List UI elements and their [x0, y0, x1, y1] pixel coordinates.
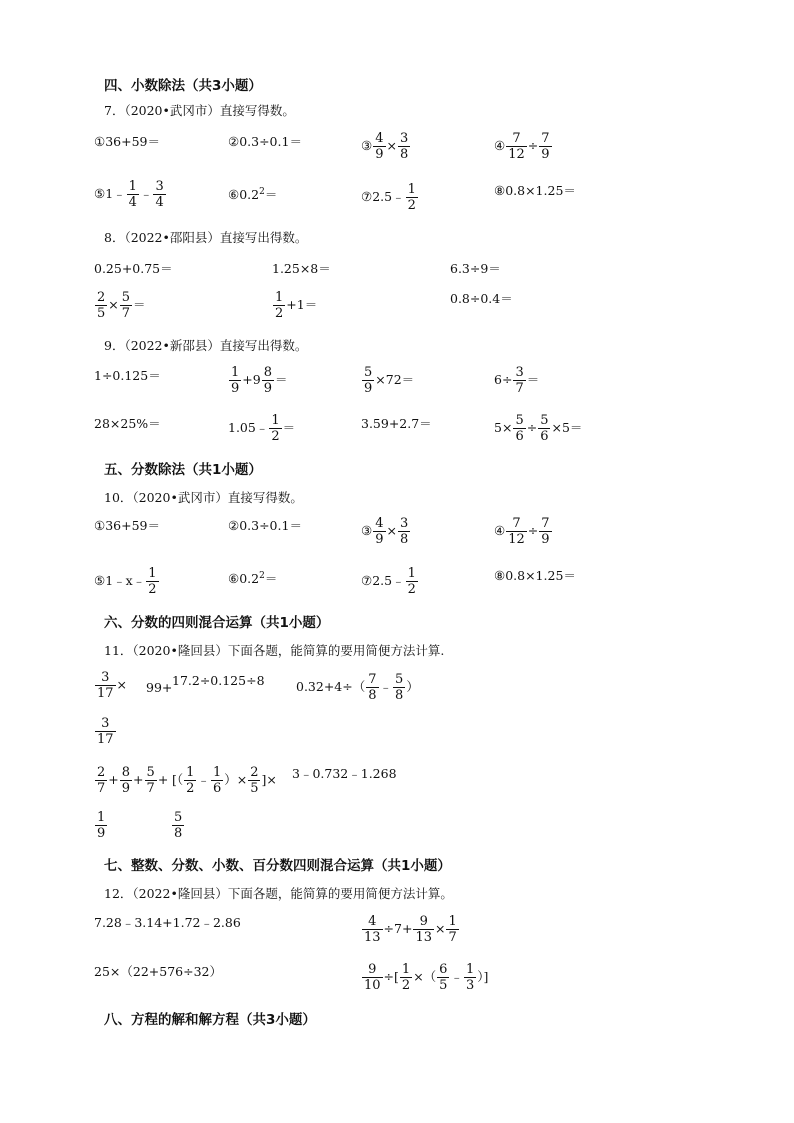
q8-item-6: 0.8÷0.4＝ — [450, 291, 513, 306]
q8-item-1: 0.25+0.75＝ — [94, 261, 173, 276]
q7-item-8: ⑧0.8×1.25＝ — [494, 183, 576, 198]
q9-item-4: 6÷ $\frac{3}{7}$ ＝ — [494, 365, 540, 396]
q9-item-5: 28×25%＝ — [94, 416, 161, 431]
q11-problem-6-continued: $\frac{5}{8}$ — [174, 810, 183, 841]
q9-item-6: 1.05﹣ $\frac{1}{2}$ ＝ — [228, 413, 296, 444]
question-12-header: 12．（2022•隆回县）下面各题，能简算的要用简便方法计算。 — [104, 886, 453, 901]
q10-item-5: ⑤1﹣x﹣ $\frac{1}{2}$ — [94, 566, 157, 597]
q10-item-8: ⑧0.8×1.25＝ — [494, 568, 576, 583]
section-5-heading: 五、分数除法（共1小题） — [104, 462, 262, 478]
q7-item-4: ④ $\frac{7}{12}$ ÷ $\frac{7}{9}$ — [494, 131, 550, 162]
q12-problem-2: $\frac{4}{13}$ ÷7+ $\frac{9}{13}$ × $\frac{1}{7}$ — [364, 914, 457, 945]
q10-item-6: $⑥0.2^2=$ — [228, 571, 278, 587]
q10-item-1: ①36+59＝ — [94, 518, 160, 533]
q11-problem-2: 99+ — [146, 680, 173, 695]
question-9-header: 9．（2022•新邵县）直接写出得数。 — [104, 338, 308, 353]
q11-problem-5-continued: $\frac{1}{9}$ — [97, 810, 106, 841]
q7-item-2: ②0.3÷0.1＝ — [228, 134, 302, 149]
question-7-header: 7．（2020•武冈市）直接写得数。 — [104, 103, 295, 118]
q8-item-3: 6.3÷9＝ — [450, 261, 501, 276]
q8-item-4: $\frac{2}{5}$ × $\frac{5}{7}$ ＝ — [97, 290, 146, 321]
q11-problem-4: 0.32+4÷（ $\frac{7}{8}$ ﹣ $\frac{5}{8}$ ） — [296, 672, 419, 703]
section-7-heading: 七、整数、分数、小数、百分数四则混合运算（共1小题） — [104, 858, 451, 874]
q10-item-7: ⑦2.5﹣ $\frac{1}{2}$ — [361, 566, 416, 597]
section-4-heading: 四、小数除法（共3小题） — [104, 78, 262, 94]
q9-item-3: $\frac{5}{9}$ ×72＝ — [364, 365, 415, 396]
q12-problem-3: 25×（22+576÷32） — [94, 964, 222, 979]
q9-item-7: 3.59+2.7＝ — [361, 416, 432, 431]
q11-problem-1: $\frac{3}{17}$ × — [97, 670, 128, 701]
section-8-heading: 八、方程的解和解方程（共3小题） — [104, 1012, 316, 1028]
section-6-heading: 六、分数的四则混合运算（共1小题） — [104, 615, 330, 631]
q7-item-5: ⑤1﹣ $\frac{1}{4}$ ﹣ $\frac{3}{4}$ — [94, 179, 164, 210]
q12-problem-4: $\frac{9}{10}$ ÷[ $\frac{1}{2}$ ×（ $\frac{6}{5}$ ﹣ $\frac{1}{3}$ ）] — [364, 962, 489, 993]
q9-item-8: 5× $\frac{5}{6}$ ÷ $\frac{5}{6}$ ×5＝ — [494, 413, 583, 444]
q10-item-3: ③ $\frac{4}{9}$ × $\frac{3}{8}$ — [361, 516, 409, 547]
q9-item-1: 1÷0.125＝ — [94, 368, 161, 383]
q11-problem-5: $\frac{2}{7}$ + $\frac{8}{9}$ + $\frac{5}{7}$ + — [97, 765, 169, 796]
q9-item-2: $\frac{1}{9}$ +9 $\frac{8}{9}$ ＝ — [231, 365, 288, 396]
question-11-header: 11．（2020•隆回县）下面各题，能简算的要用简便方法计算. — [104, 643, 445, 658]
q7-item-3: ③ $\frac{4}{9}$ × $\frac{3}{8}$ — [361, 131, 409, 162]
q7-item-7: ⑦2.5﹣ $\frac{1}{2}$ — [361, 182, 416, 213]
q11-problem-7: 3﹣0.732﹣1.268 — [292, 766, 397, 781]
q8-item-2: 1.25×8＝ — [272, 261, 331, 276]
q8-item-5: $\frac{1}{2}$ +1＝ — [275, 290, 318, 321]
q11-problem-1-continued: $\frac{3}{17}$ — [97, 716, 114, 747]
q12-problem-1: 7.28﹣3.14+1.72﹣2.86 — [94, 915, 241, 930]
q10-item-2: ②0.3÷0.1＝ — [228, 518, 302, 533]
question-10-header: 10．（2020•武冈市）直接写得数。 — [104, 490, 303, 505]
q7-item-1: ①36+59＝ — [94, 134, 160, 149]
q11-problem-3: 17.2÷0.125÷8 — [172, 673, 265, 688]
q11-problem-6: [（ $\frac{1}{2}$ ﹣ $\frac{1}{6}$ ）× $\frac{2}{5}$ ]× — [172, 765, 277, 796]
question-8-header: 8．（2022•邵阳县）直接写出得数。 — [104, 230, 308, 245]
q10-item-4: ④ $\frac{7}{12}$ ÷ $\frac{7}{9}$ — [494, 516, 550, 547]
q7-item-6: $⑥0.2^2=$ — [228, 187, 278, 203]
